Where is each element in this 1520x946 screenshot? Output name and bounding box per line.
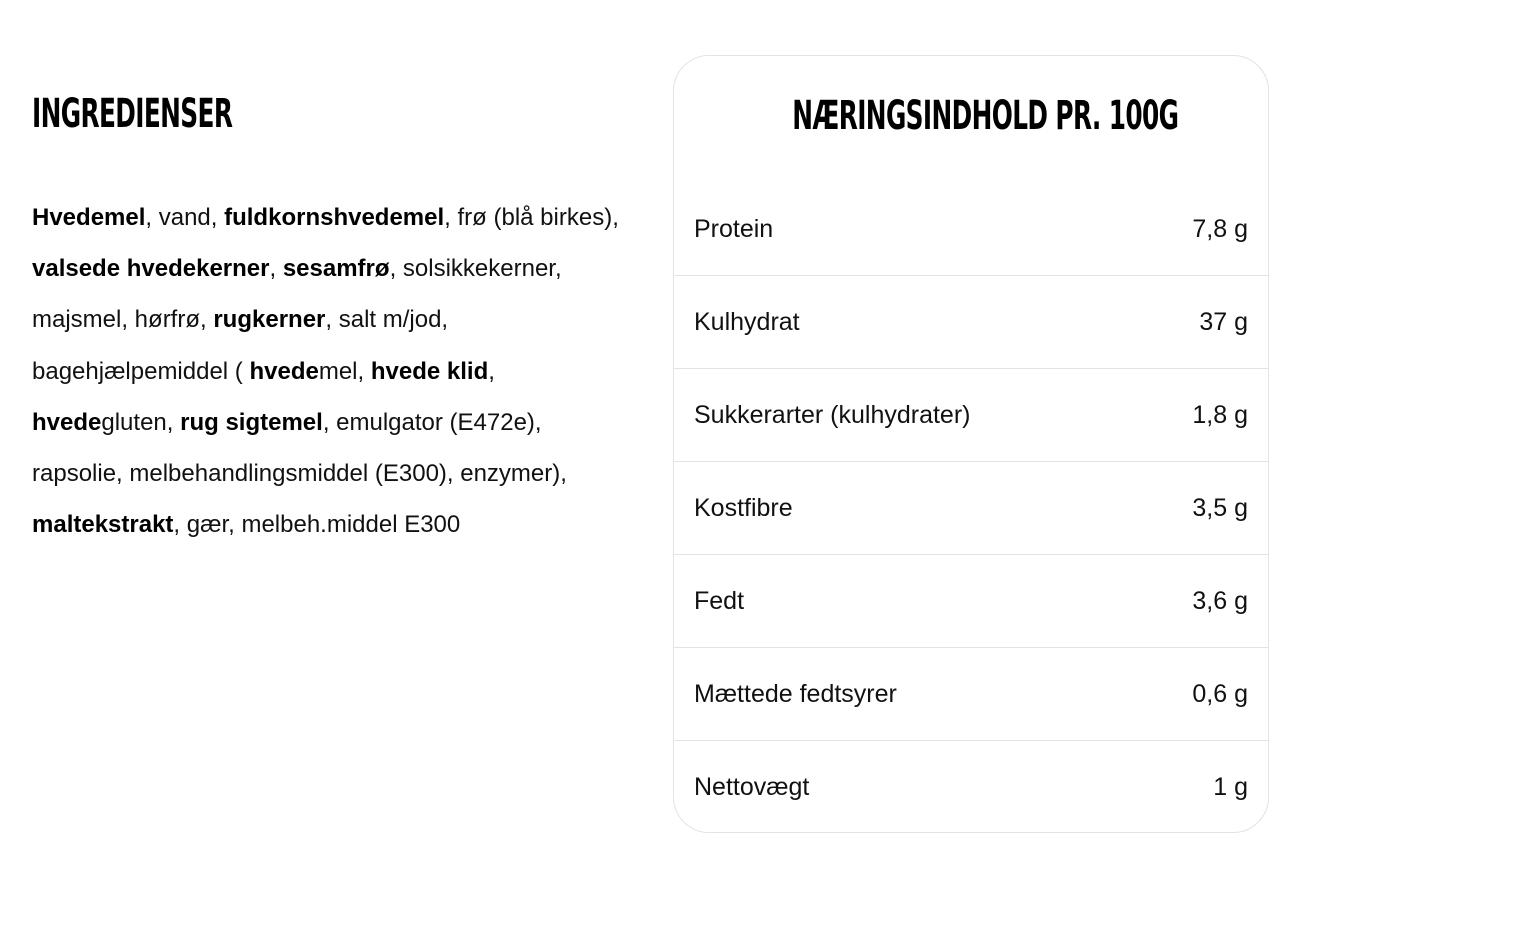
ingredients-title: INGREDIENSER bbox=[32, 91, 233, 137]
nutrient-value: 1 g bbox=[1213, 773, 1248, 801]
nutrient-value: 3,6 g bbox=[1192, 586, 1248, 615]
ingredient-segment: valsede hvedekerner bbox=[32, 255, 270, 283]
nutrient-label: Sukkerarter (kulhydrater) bbox=[694, 400, 971, 429]
nutrient-label: Nettovægt bbox=[694, 773, 810, 801]
nutrition-title bbox=[674, 91, 1268, 141]
ingredient-segment: hvede klid bbox=[370, 357, 489, 385]
ingredient-segment: , bbox=[269, 255, 283, 283]
nutrition-row-net-weight bbox=[674, 741, 1268, 833]
nutrition-row-saturated-fat bbox=[674, 648, 1268, 741]
ingredient-segment: rugkerner bbox=[213, 306, 326, 334]
nutrition-row-carbohydrate bbox=[674, 276, 1268, 369]
ingredient-segment: mel, bbox=[318, 357, 371, 385]
ingredient-segment: hvede bbox=[249, 357, 319, 385]
nutrient-label: Kostfibre bbox=[694, 493, 793, 522]
nutrient-value: 37 g bbox=[1199, 307, 1248, 336]
nutrient-value: 7,8 g bbox=[1192, 214, 1248, 243]
nutrition-table bbox=[674, 183, 1268, 833]
nutrient-label: Protein bbox=[694, 214, 774, 243]
nutrition-row-fibre bbox=[674, 462, 1268, 555]
ingredient-segment: maltekstrakt bbox=[32, 511, 174, 539]
nutrient-value: 0,6 g bbox=[1192, 679, 1248, 708]
ingredient-segment: , salt m/jod, bagehjælpemiddel ( bbox=[32, 306, 449, 385]
ingredient-segment: rug sigtemel bbox=[180, 408, 323, 436]
ingredient-segment: , bbox=[488, 357, 495, 385]
ingredient-segment: , gær, melbeh.middel E300 bbox=[173, 511, 461, 539]
ingredient-segment: sesamfrø bbox=[282, 255, 390, 283]
ingredient-segment: , vand, bbox=[145, 204, 225, 231]
nutrition-card bbox=[673, 55, 1269, 833]
nutrition-row-fat bbox=[674, 555, 1268, 648]
ingredient-segment: , solsikkekerner, majsmel, hørfrø, bbox=[32, 255, 562, 334]
ingredients-list bbox=[32, 192, 632, 550]
nutrient-value: 3,5 g bbox=[1192, 493, 1248, 522]
ingredient-segment: fuldkornshvedemel bbox=[224, 204, 445, 231]
ingredient-segment: , emulgator (E472e), rapsolie, melbehandlingsmiddel (E300), enzymer), bbox=[32, 408, 567, 488]
ingredient-segment: gluten, bbox=[101, 408, 181, 436]
ingredient-segment: hvede bbox=[32, 408, 102, 436]
nutrient-label: Fedt bbox=[694, 586, 745, 615]
nutrition-title-text: NÆRINGSINDHOLD PR. 100G bbox=[792, 93, 1179, 139]
nutrition-row-protein bbox=[674, 183, 1268, 276]
nutrient-value: 1,8 g bbox=[1192, 400, 1248, 429]
ingredient-segment: Hvedemel bbox=[32, 204, 146, 231]
nutrient-label: Kulhydrat bbox=[694, 307, 800, 336]
nutrition-row-sugars bbox=[674, 369, 1268, 462]
ingredient-segment: , frø (blå birkes), bbox=[444, 204, 619, 231]
ingredients-section bbox=[32, 90, 632, 574]
nutrient-label: Mættede fedtsyrer bbox=[694, 679, 897, 708]
